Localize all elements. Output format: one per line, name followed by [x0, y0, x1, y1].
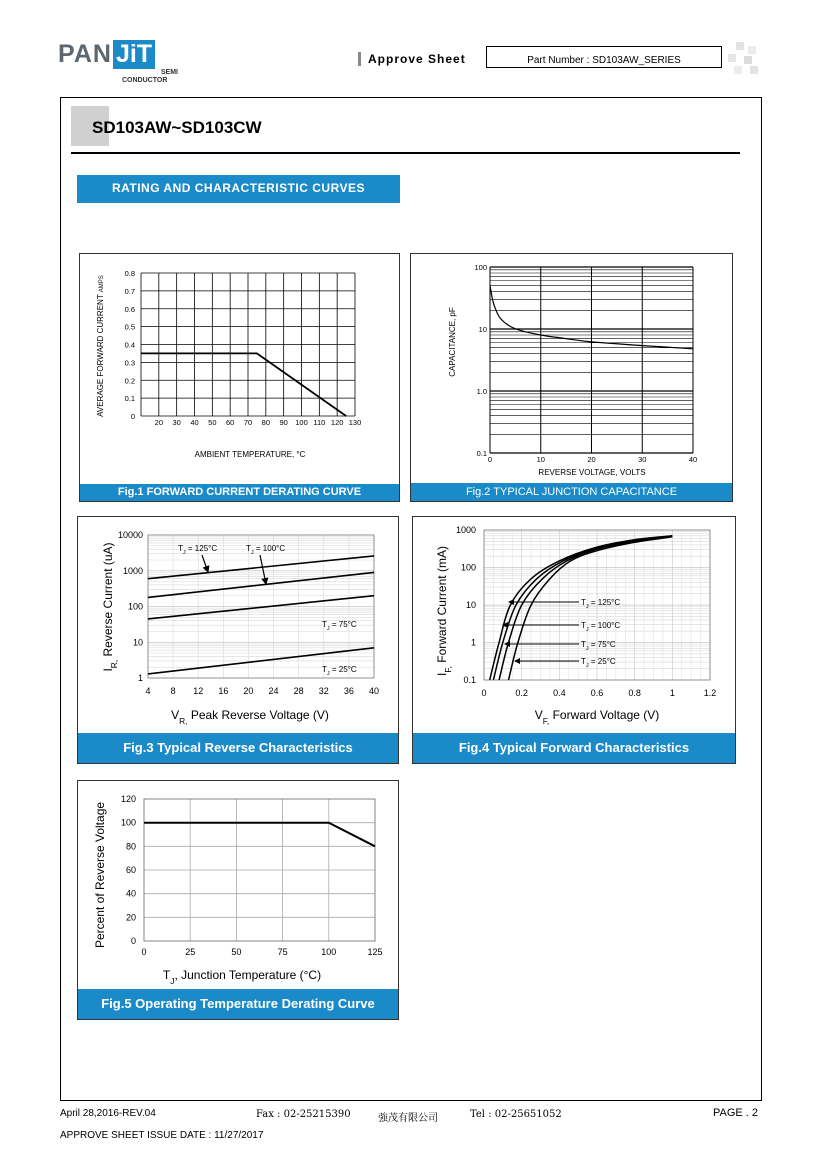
x-tick-label: 25 [185, 947, 196, 957]
x-axis-label: $V_{F,}$ Forward Voltage (V) [534, 708, 660, 726]
x-tick-label: 0.6 [590, 688, 604, 698]
x-tick-label: 100 [295, 418, 308, 427]
section-heading: RATING AND CHARACTERISTIC CURVES [77, 175, 400, 203]
y-tick-label: 20 [125, 912, 136, 923]
x-tick-label: 40 [368, 686, 380, 696]
title-divider [71, 152, 740, 154]
fig1-caption: Fig.1 FORWARD CURRENT DERATING CURVE [80, 484, 399, 501]
x-tick-label: 1 [669, 688, 675, 698]
x-tick-label: 70 [243, 418, 253, 427]
x-tick-label: 4 [145, 686, 151, 696]
annotation-75c: $T_J = 75^\circ C$ [322, 620, 357, 632]
footer-page: PAGE . 2 [713, 1107, 759, 1119]
y-tick-label: 80 [125, 841, 136, 852]
fig2-chart [411, 254, 732, 483]
y-tick-label: 0.1 [463, 675, 476, 685]
annotation-label-3: $T_J = 25^\circ C$ [581, 657, 616, 669]
y-tick-label: 0.2 [124, 376, 135, 386]
y-tick-label: 0.6 [124, 304, 135, 314]
approve-sheet-label: Approve Sheet [358, 52, 466, 66]
y-tick-label: 100 [474, 263, 487, 272]
y-tick-label: 0.4 [124, 340, 135, 350]
y-tick-label: 100 [120, 817, 136, 828]
x-tick-label: 80 [261, 418, 271, 427]
footer-issue-date: APPROVE SHEET ISSUE DATE : 11/27/2017 [60, 1130, 264, 1141]
logo-conductor-text: CONDUCTOR [122, 77, 168, 84]
part-number-box: Part Number : SD103AW_SERIES [486, 46, 722, 68]
y-axis-label: $I_{R,}$ Reverse Current (uA) [101, 542, 119, 672]
y-tick-label: 1000 [122, 565, 143, 576]
x-tick-label: 110 [313, 418, 326, 427]
x-tick-label: 30 [638, 455, 647, 464]
logo-pan-text: PAN [58, 40, 112, 68]
x-tick-label: 20 [587, 455, 596, 464]
y-tick-label: 0 [130, 936, 136, 946]
footer-date-rev: April 28,2016-REV.04 [60, 1108, 156, 1119]
y-tick-label: 1.0 [476, 387, 487, 396]
logo-semi-text: SEMI [160, 69, 178, 76]
fig3-caption: Fig.3 Typical Reverse Characteristics [78, 733, 398, 763]
footer-tel: Tel : 02-25651052 [470, 1109, 562, 1120]
x-tick-label: 0 [487, 455, 493, 464]
x-tick-label: 60 [225, 418, 235, 427]
footer-company: 強茂有限公司 [378, 1113, 438, 1124]
footer-fax: Fax : 02-25215390 [256, 1109, 351, 1120]
reverse-curve-2 [148, 596, 374, 619]
x-tick-label: 50 [231, 947, 242, 957]
x-tick-label: 12 [193, 686, 204, 696]
x-axis-label: $V_{R,}$ Peak Reverse Voltage (V) [171, 708, 329, 726]
x-tick-label: 40 [688, 455, 698, 464]
y-axis-label: AVERAGE FORWARD CURRENT AMPS [96, 275, 105, 417]
annotation-label-1: $T_J = 100^\circ C$ [581, 621, 621, 633]
x-tick-label: 0.4 [553, 688, 566, 698]
derating-curve [144, 823, 375, 847]
y-tick-label: 0.8 [124, 269, 135, 278]
x-tick-label: 125 [367, 947, 383, 957]
y-tick-label: 0.5 [124, 322, 135, 332]
x-tick-label: 10 [536, 455, 545, 464]
y-tick-label: 0.1 [476, 449, 487, 458]
y-axis-label: CAPACITANCE, pF [448, 307, 457, 377]
x-tick-label: 0 [481, 688, 487, 698]
y-tick-label: 100 [127, 601, 143, 612]
page-title: SD103AW~SD103CW [92, 118, 262, 137]
x-tick-label: 1.2 [703, 688, 717, 698]
annotation-label-2: $T_J = 75^\circ C$ [581, 640, 616, 652]
y-tick-label: 0.3 [124, 358, 135, 368]
derating-curve [141, 353, 346, 416]
x-tick-label: 75 [277, 947, 288, 957]
fig1-panel [79, 253, 400, 502]
x-tick-label: 28 [293, 686, 304, 696]
annotation-25c: $T_J = 25^\circ C$ [322, 665, 357, 677]
annotation-arrow [260, 555, 266, 584]
y-tick-label: 10 [478, 325, 487, 334]
x-tick-label: 20 [154, 418, 164, 427]
y-tick-label: 10 [465, 600, 476, 610]
x-tick-label: 90 [279, 418, 288, 427]
x-tick-label: 40 [190, 418, 199, 427]
x-tick-label: 20 [243, 686, 254, 696]
annotation-label-0: $T_J = 125^\circ C$ [581, 598, 621, 610]
y-tick-label: 1 [137, 673, 143, 683]
x-tick-label: 120 [330, 418, 344, 427]
y-tick-label: 1000 [455, 525, 476, 535]
fig4-caption: Fig.4 Typical Forward Characteristics [413, 733, 735, 763]
y-tick-label: 0 [130, 412, 135, 421]
fig1-chart [80, 254, 399, 484]
x-tick-label: 0.8 [628, 688, 641, 698]
x-tick-label: 0 [141, 947, 147, 957]
company-logo [58, 40, 178, 84]
y-tick-label: 10000 [117, 530, 143, 540]
x-tick-label: 0.2 [515, 688, 528, 698]
fig4-chart [413, 517, 735, 733]
fig5-caption: Fig.5 Operating Temperature Derating Curve [78, 989, 398, 1019]
fig5-chart [78, 781, 398, 989]
x-axis-label: REVERSE VOLTAGE, VOLTS [538, 468, 646, 477]
x-tick-label: 32 [318, 686, 329, 696]
y-tick-label: 100 [460, 562, 476, 573]
y-tick-label: 40 [125, 888, 136, 899]
fig3-chart [78, 517, 398, 733]
x-tick-label: 8 [170, 686, 176, 696]
x-tick-label: 100 [321, 947, 337, 957]
y-tick-label: 0.7 [124, 286, 135, 296]
x-tick-label: 16 [218, 686, 229, 696]
fig5-panel [77, 780, 399, 1020]
fig3-panel [77, 516, 399, 764]
y-axis-label: Percent of Reverse Voltage [93, 801, 107, 949]
x-axis-label: $T_J$, Junction Temperature (°C) [162, 968, 322, 986]
annotation-125c: $T_J = 125^\circ C$ [178, 544, 218, 556]
y-tick-label: 1 [470, 637, 476, 648]
y-tick-label: 10 [132, 637, 143, 648]
x-tick-label: 24 [268, 686, 279, 696]
y-tick-label: 120 [120, 794, 136, 804]
y-axis-label: $I_{F,}$ Forward Current (mA) [435, 546, 453, 676]
x-tick-label: 30 [172, 418, 181, 427]
x-tick-label: 50 [208, 418, 217, 427]
x-axis-label: AMBIENT TEMPERATURE, °C [194, 450, 306, 459]
x-tick-label: 36 [343, 686, 354, 696]
x-tick-label: 130 [348, 418, 362, 427]
checker-decoration-icon [724, 42, 760, 78]
fig4-panel [412, 516, 736, 764]
y-tick-label: 0.1 [124, 394, 135, 404]
y-tick-label: 60 [125, 865, 136, 875]
annotation-100c: $T_J = 100^\circ C$ [246, 544, 286, 556]
annotation-arrow [202, 555, 208, 572]
fig2-panel [410, 253, 733, 502]
fig2-caption: Fig.2 TYPICAL JUNCTION CAPACITANCE [411, 483, 732, 501]
logo-jit-text: JiT [113, 40, 155, 69]
